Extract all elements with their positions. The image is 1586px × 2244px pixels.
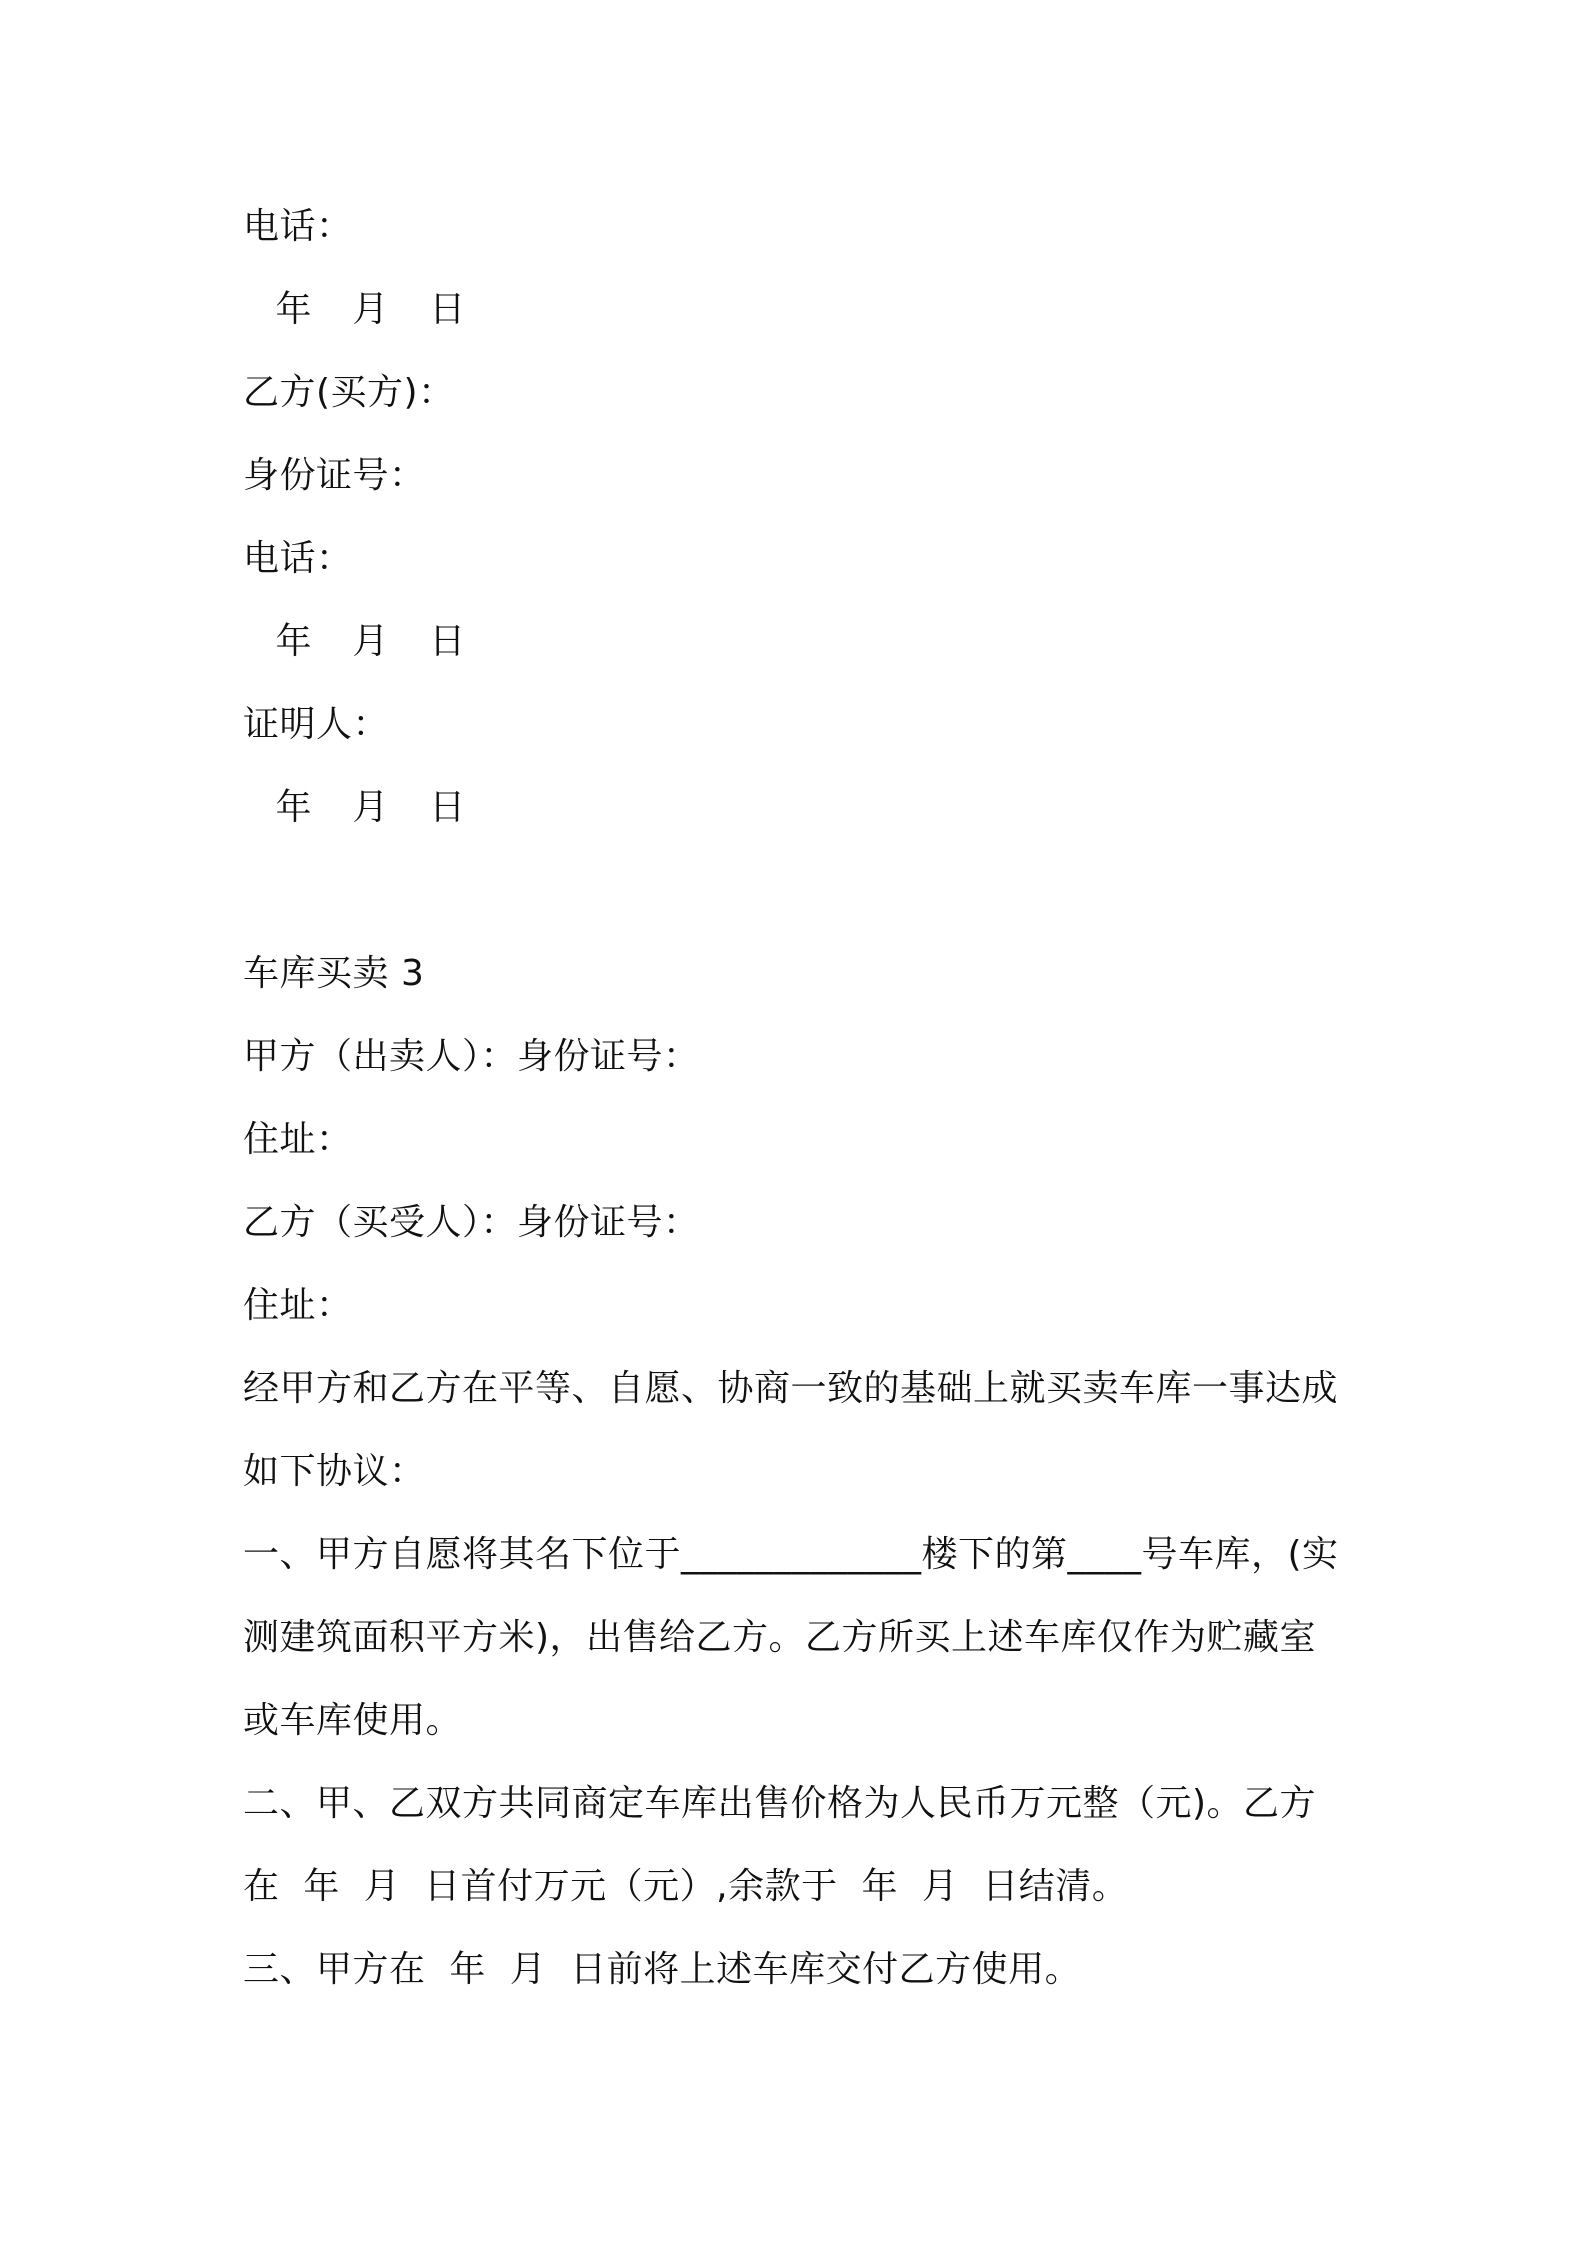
clause-2-line-1: 二、甲、乙双方共同商定车库出售价格为人民币万元整（元)。乙方: [243, 1783, 1317, 1824]
clause-1-line-2: 测建筑面积平方米)，出售给乙方。乙方所买上述车库仅作为贮藏室: [243, 1617, 1317, 1658]
id-number-label: 身份证号：: [243, 455, 426, 496]
clause-1-line-3: 或车库使用。: [243, 1700, 463, 1741]
phone-label-2: 电话：: [243, 538, 353, 579]
intro-paragraph-line-1: 经甲方和乙方在平等、自愿、协商一致的基础上就买卖车库一事达成: [243, 1368, 1339, 1409]
clause-2-line-2: 在 年 月 日首付万元（元）,余款于 年 月 日结清。: [243, 1866, 1129, 1907]
witness-label: 证明人：: [243, 704, 390, 745]
date-line-3: 年 月 日: [258, 787, 472, 828]
address-label-2: 住址：: [243, 1285, 353, 1326]
section-title: 车库买卖 3: [243, 953, 425, 994]
party-a-seller-line: 甲方（出卖人）：身份证号：: [243, 1036, 700, 1077]
intro-paragraph-line-2: 如下协议：: [243, 1451, 426, 1492]
party-b-buyer-label: 乙方(买方)：: [243, 372, 455, 413]
date-line-1: 年 月 日: [258, 289, 472, 330]
phone-label-1: 电话：: [243, 206, 353, 247]
date-line-2: 年 月 日: [258, 621, 472, 662]
clause-3-line-1: 三、甲方在 年 月 日前将上述车库交付乙方使用。: [243, 1949, 1082, 1990]
clause-1-line-1: 一、甲方自愿将其名下位于_____________楼下的第____号车库，(实: [243, 1534, 1339, 1575]
address-label-1: 住址：: [243, 1119, 353, 1160]
party-b-buyer-line: 乙方（买受人）：身份证号：: [243, 1202, 700, 1243]
